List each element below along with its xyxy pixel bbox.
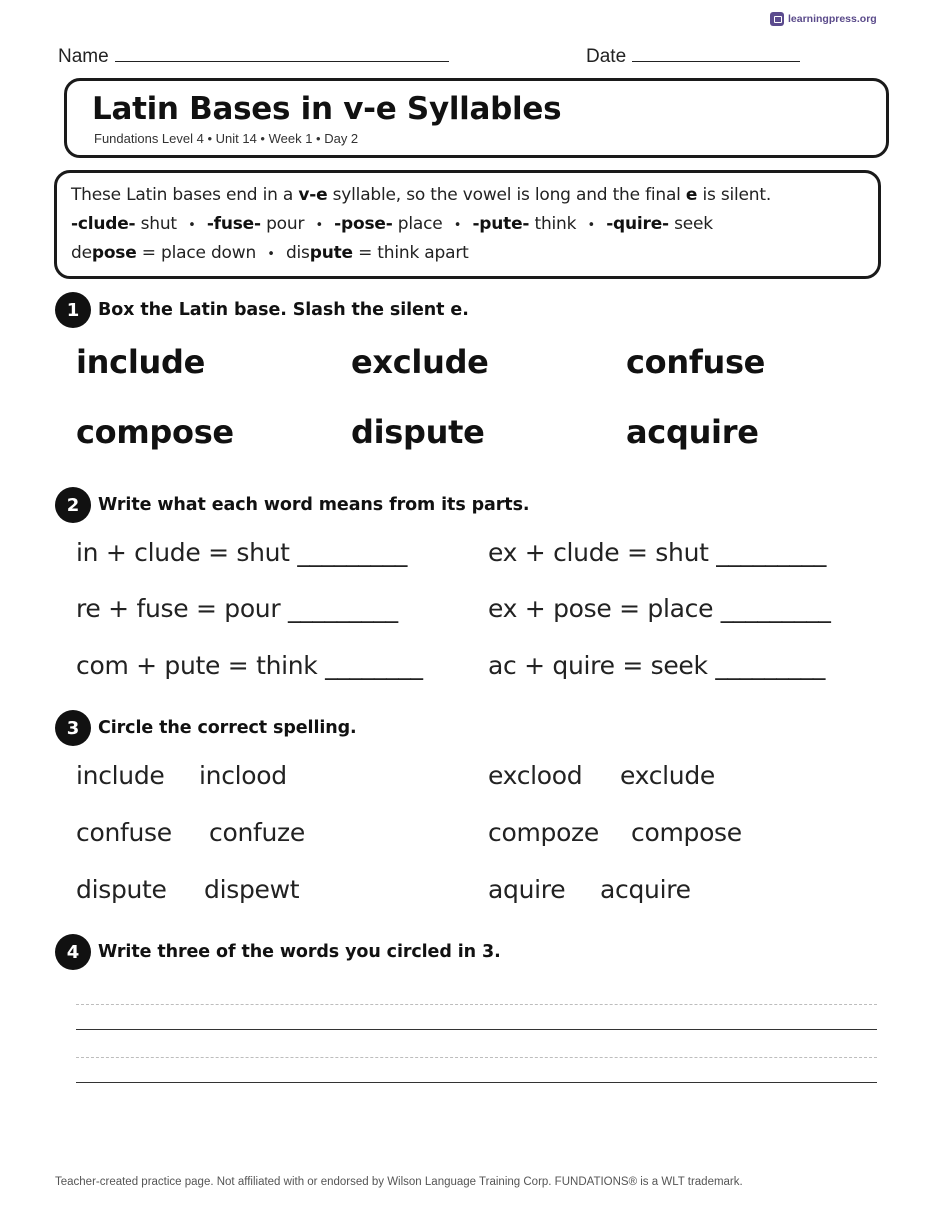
date-blank[interactable] bbox=[632, 48, 800, 62]
section-instruction: Circle the correct spelling. bbox=[98, 718, 357, 738]
section-2-header bbox=[55, 487, 529, 523]
box-word[interactable]: acquire bbox=[626, 413, 759, 451]
spelling-choice[interactable]: exclood bbox=[488, 761, 583, 790]
separator: • bbox=[188, 218, 196, 233]
info-bold: e bbox=[685, 185, 698, 205]
section-number: 1 bbox=[55, 292, 91, 328]
word-parts-text: in + clude = shut bbox=[76, 538, 298, 567]
spelling-choice[interactable]: compose bbox=[631, 818, 742, 847]
section-instruction: Box the Latin base. Slash the silent e. bbox=[98, 300, 469, 320]
word-parts-text: ac + quire = seek bbox=[488, 651, 716, 680]
section-number: 2 bbox=[55, 487, 91, 523]
date-field[interactable] bbox=[586, 46, 800, 68]
date-label: Date bbox=[586, 46, 627, 67]
writing-baseline[interactable] bbox=[76, 1082, 877, 1083]
word-parts-text: re + fuse = pour bbox=[76, 594, 288, 623]
section-number: 4 bbox=[55, 934, 91, 970]
spelling-choice[interactable]: confuse bbox=[76, 818, 172, 847]
info-bold: v-e bbox=[298, 185, 328, 205]
answer-blank[interactable]: ________ bbox=[325, 651, 423, 680]
name-field[interactable] bbox=[58, 46, 449, 68]
example-meaning: = think apart bbox=[352, 243, 469, 263]
writing-baseline[interactable] bbox=[76, 1029, 877, 1030]
name-label: Name bbox=[58, 46, 109, 67]
word-parts-text: ex + pose = place bbox=[488, 594, 721, 623]
base-meaning: pour bbox=[260, 214, 305, 234]
spelling-choice[interactable]: include bbox=[76, 761, 165, 790]
brand-text: learningpress.org bbox=[788, 13, 877, 25]
word-parts-item bbox=[76, 651, 423, 680]
info-text: These Latin bases end in a bbox=[71, 185, 299, 205]
section-number: 3 bbox=[55, 710, 91, 746]
writing-midline bbox=[76, 1057, 877, 1058]
info-rule bbox=[71, 185, 771, 205]
spelling-choice[interactable]: acquire bbox=[600, 875, 691, 904]
separator: • bbox=[267, 247, 275, 262]
example-base: pute bbox=[309, 243, 353, 263]
example-base: pose bbox=[91, 243, 137, 263]
section-1-header bbox=[55, 292, 469, 328]
box-word[interactable]: dispute bbox=[351, 413, 485, 451]
word-parts-item bbox=[76, 594, 398, 623]
spelling-choice[interactable]: inclood bbox=[199, 761, 287, 790]
spelling-choice[interactable]: aquire bbox=[488, 875, 566, 904]
spelling-choice[interactable]: compoze bbox=[488, 818, 599, 847]
info-box bbox=[54, 170, 881, 279]
base-meaning: shut bbox=[135, 214, 177, 234]
answer-blank[interactable]: _________ bbox=[720, 594, 831, 623]
section-instruction: Write what each word means from its parts. bbox=[98, 495, 530, 515]
word-parts-item bbox=[488, 538, 826, 567]
separator: • bbox=[315, 218, 323, 233]
title-box bbox=[64, 78, 889, 158]
answer-blank[interactable]: _________ bbox=[287, 594, 398, 623]
latin-base: -fuse- bbox=[206, 214, 261, 234]
spelling-choice[interactable]: exclude bbox=[620, 761, 715, 790]
latin-base: -pute- bbox=[472, 214, 530, 234]
example-prefix: de bbox=[71, 243, 92, 263]
info-examples bbox=[71, 243, 469, 263]
box-word[interactable]: confuse bbox=[626, 343, 766, 381]
box-word[interactable]: compose bbox=[76, 413, 234, 451]
spelling-choice[interactable]: confuze bbox=[209, 818, 305, 847]
brand-link[interactable] bbox=[770, 12, 877, 26]
spelling-choice[interactable]: dispute bbox=[76, 875, 167, 904]
base-meaning: seek bbox=[668, 214, 713, 234]
separator: • bbox=[587, 218, 595, 233]
section-instruction: Write three of the words you circled in 3. bbox=[98, 942, 501, 962]
answer-blank[interactable]: _________ bbox=[297, 538, 408, 567]
writing-midline bbox=[76, 1004, 877, 1005]
latin-base: -pose- bbox=[334, 214, 393, 234]
page-subtitle: Fundations Level 4 • Unit 14 • Week 1 • Day 2 bbox=[94, 131, 359, 146]
word-parts-text: com + pute = think bbox=[76, 651, 326, 680]
example-prefix: dis bbox=[285, 243, 310, 263]
base-meaning: think bbox=[529, 214, 577, 234]
word-parts-item bbox=[76, 538, 407, 567]
latin-base: -clude- bbox=[71, 214, 136, 234]
name-blank[interactable] bbox=[115, 48, 449, 62]
answer-blank[interactable]: _________ bbox=[716, 538, 827, 567]
word-parts-item bbox=[488, 651, 825, 680]
info-bases bbox=[71, 214, 713, 234]
example-meaning: = place down bbox=[136, 243, 257, 263]
latin-base: -quire- bbox=[606, 214, 669, 234]
page-title: Latin Bases in v-e Syllables bbox=[92, 91, 562, 127]
base-meaning: place bbox=[392, 214, 443, 234]
book-icon bbox=[770, 12, 784, 26]
info-text: is silent. bbox=[697, 185, 772, 205]
separator: • bbox=[453, 218, 462, 233]
section-3-header bbox=[55, 710, 357, 746]
word-parts-text: ex + clude = shut bbox=[488, 538, 717, 567]
word-parts-item bbox=[488, 594, 831, 623]
section-4-header bbox=[55, 934, 501, 970]
answer-blank[interactable]: _________ bbox=[715, 651, 826, 680]
spelling-choice[interactable]: dispewt bbox=[204, 875, 300, 904]
box-word[interactable]: exclude bbox=[351, 343, 489, 381]
info-text: syllable, so the vowel is long and the final bbox=[327, 185, 686, 205]
box-word[interactable]: include bbox=[76, 343, 205, 381]
footer-disclaimer: Teacher-created practice page. Not affiliated with or endorsed by Wilson Language Training Corp. FUNDATIONS® is a WLT trademark. bbox=[55, 1176, 743, 1188]
